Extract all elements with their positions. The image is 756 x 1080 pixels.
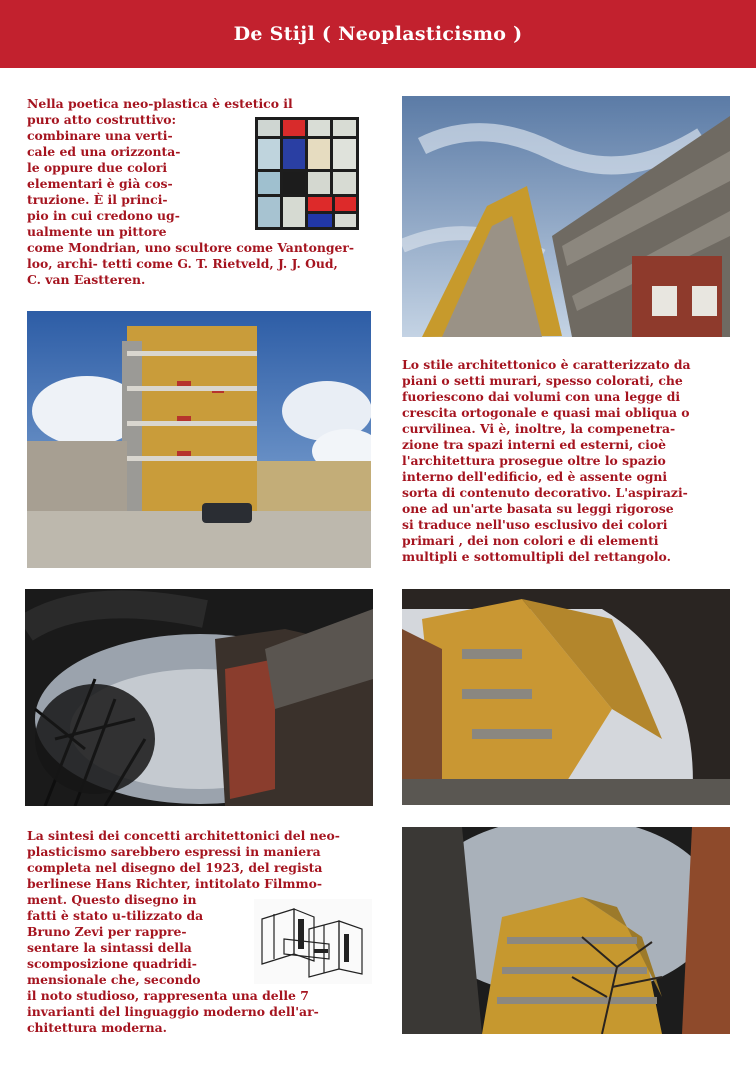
text-line: Nella poetica neo-plastica è estetico il: [27, 96, 293, 111]
text-line: zione tra spazi interni ed esterni, cioè: [402, 437, 667, 452]
text-line: completa nel disegno del 1923, del regista: [27, 860, 323, 875]
text-line: ualmente un pittore: [27, 224, 167, 239]
page-header: [0, 0, 756, 68]
text-line: le oppure due colori: [27, 160, 168, 175]
text-line: berlinese Hans Richter, intitolato Filmmo-: [27, 876, 323, 891]
richter-drawing-image: [254, 899, 372, 984]
mondrian-painting-image: [255, 117, 359, 230]
text-line: fuoriescono dai volumi con una legge di: [402, 389, 681, 404]
text-line: one ad un'arte basata su leggi rigorose: [402, 501, 674, 516]
text-line: fatti è stato u-tilizzato da: [27, 908, 204, 923]
text-line: chitettura moderna.: [27, 1020, 167, 1035]
style-paragraph: [402, 357, 729, 565]
building-photo-full-view: [27, 311, 371, 568]
text-line: scomposizione quadridi-: [27, 956, 197, 971]
text-line: il noto studioso, rappresenta una delle 7: [27, 988, 309, 1003]
text-line: loo, archi- tetti come G. T. Rietveld, J. J. Oud,: [27, 256, 338, 271]
text-line: piani o setti murari, spesso colorati, che: [402, 373, 683, 388]
text-line: La sintesi dei concetti architettonici del neo-: [27, 828, 340, 843]
building-photo-fisheye-tree: [402, 827, 730, 1034]
building-photo-fisheye-plant: [25, 589, 373, 806]
text-line: invarianti del linguaggio moderno dell'ar-: [27, 1004, 319, 1019]
text-line: come Mondrian, uno scultore come Vantonger-: [27, 240, 355, 255]
text-line: combinare una verti-: [27, 128, 173, 143]
text-line: sorta di contenuto decorativo. L'aspirazi-: [402, 485, 688, 500]
text-line: cale ed una orizzonta-: [27, 144, 181, 159]
text-line: ment. Questo disegno in: [27, 892, 197, 907]
text-line: sentare la sintassi della: [27, 940, 192, 955]
text-line: multipli e sottomultipli del rettangolo.: [402, 549, 671, 564]
building-photo-corner-view: [402, 96, 730, 337]
text-line: crescita ortogonale e quasi mai obliqua o: [402, 405, 690, 420]
text-line: puro atto costruttivo:: [27, 112, 177, 127]
text-line: Bruno Zevi per rappre-: [27, 924, 187, 939]
text-line: mensionale che, secondo: [27, 972, 201, 987]
text-line: plasticismo sarebbero espressi in maniera: [27, 844, 321, 859]
text-line: Lo stile architettonico è caratterizzato da: [402, 357, 691, 372]
building-photo-fisheye-corner: [402, 589, 730, 805]
text-line: interno dell'edificio, ed è assente ogni: [402, 469, 668, 484]
text-line: si traduce nell'uso esclusivo dei colori: [402, 517, 668, 532]
text-line: l'architettura prosegue oltre lo spazio: [402, 453, 666, 468]
text-line: primari , dei non colori e di elementi: [402, 533, 659, 548]
text-line: truzione. È il princi-: [27, 192, 168, 207]
text-line: pio in cui credono ug-: [27, 208, 180, 223]
text-line: C. van Eastteren.: [27, 272, 146, 287]
text-line: curvilinea. Vi è, inoltre, la compenetra-: [402, 421, 676, 436]
page-title: De Stijl ( Neoplasticismo ): [233, 23, 523, 45]
text-line: elementari è già cos-: [27, 176, 173, 191]
